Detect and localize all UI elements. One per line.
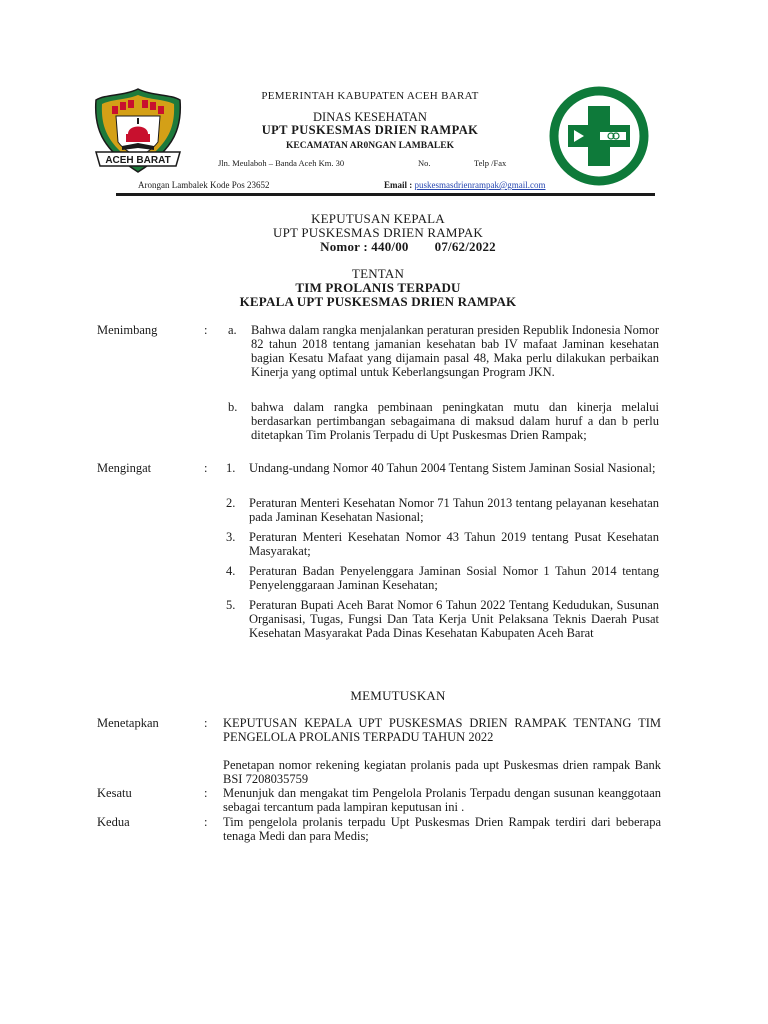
decree-subject-heading: TENTAN: [351, 266, 405, 281]
decree-number: [24, 239, 768, 255]
menetapkan-account-text: Penetapan nomor rekening kegiatan prolanis pada upt Puskesmas drien rampak Bank BSI 7208035759: [223, 758, 661, 786]
list-item-text: Peraturan Menteri Kesehatan Nomor 43 Tahun 2019 tentang Pusat Kesehatan Masyarakat;: [249, 530, 659, 558]
letterhead-postal-code: Arongan Lambalek Kode Pos 23652: [138, 180, 270, 190]
section-colon: :: [204, 815, 208, 829]
decree-number-right: 07/62/2022: [434, 239, 496, 254]
letterhead-district: KECAMATAN AR0NGAN LAMBALEK: [285, 141, 454, 151]
section-label-mengingat: Mengingat: [97, 461, 152, 475]
decree-subject-line-1: TIM PROLANIS TERPADU: [295, 280, 461, 295]
letterhead-email-row: [384, 180, 546, 190]
letterhead-institution: UPT PUSKESMAS DRIEN RAMPAK: [261, 123, 479, 137]
menetapkan-decree-title: KEPUTUSAN KEPALA UPT PUSKESMAS DRIEN RAMPAK TENTANG TIM PENGELOLA PROLANIS TERPADU TAHUN 2022: [223, 716, 661, 744]
decision-heading: MEMUTUSKAN: [350, 688, 446, 703]
section-colon: :: [204, 716, 208, 730]
letterhead-number-label: No.: [418, 158, 431, 168]
emblem-banner-text: ACEH BARAT: [105, 155, 171, 166]
list-item-text: Undang-undang Nomor 40 Tahun 2004 Tentang Sistem Jaminan Sosial Nasional;: [249, 461, 656, 475]
letterhead-government: PEMERINTAH KABUPATEN ACEH BARAT: [261, 90, 479, 102]
list-item-text: Peraturan Badan Penyelenggara Jaminan Sosial Nomor 1 Tahun 2014 tentang Penyelenggaraan Jaminan Kesehatan;: [249, 564, 659, 592]
kedua-text: Tim pengelola prolanis terpadu Upt Puskesmas Drien Rampak terdiri dari beberapa tenaga Medi dan para Medis;: [223, 815, 661, 843]
kesatu-text: Menunjuk dan mengakat tim Pengelola Prolanis Terpadu dengan susunan keanggotaan sebagai tercantum pada lampiran keputusan ini .: [223, 786, 661, 814]
section-colon: :: [204, 461, 208, 475]
list-item-text: Peraturan Menteri Kesehatan Nomor 71 Tahun 2013 tentang pelayanan kesehatan pada Jaminan Kesehatan Nasional;: [249, 496, 659, 524]
decree-title: KEPUTUSAN KEPALA: [311, 211, 445, 226]
list-item-text: Peraturan Bupati Aceh Barat Nomor 6 Tahun 2022 Tentang Kedudukan, Susunan Organisasi, Tugas, Fungsi Dan Tata Kerja Unit Pelaksana Teknis Daerah Pusat Kesehatan Masyarakat Pada Dinas Kesehatan Kabupaten Aceh Barat: [249, 598, 659, 640]
letterhead-divider: [116, 193, 655, 196]
list-item-text: Bahwa dalam rangka menjalankan peraturan presiden Republik Indonesia Nomor 82 tahun 2018 tentang jamanian kesehatan bab IV mafaat Jaminan kesehatan bagian Kesatu Mafaat yang dijamain pasal 48, Maka perlu dilakukan perbaikan Kinerja yang optimal untuk Keberlangsungan Program JKN.: [251, 323, 659, 379]
letterhead-address: Jln. Meulaboh – Banda Aceh Km. 30: [218, 158, 345, 168]
list-marker: 5.: [226, 598, 236, 612]
list-marker: a.: [228, 323, 237, 337]
letterhead-department: DINAS KESEHATAN: [313, 110, 427, 124]
decree-institution: UPT PUSKESMAS DRIEN RAMPAK: [272, 225, 483, 240]
decree-number-left: Nomor : 440/00: [320, 239, 409, 254]
section-label-menetapkan: Menetapkan: [97, 716, 159, 730]
section-colon: :: [204, 323, 208, 337]
list-item-text: bahwa dalam rangka pembinaan peningkatan mutu dan kinerja melalui berdasarkan pertimbangan sebagaimana di maksud dalam huruf a dan b perlu ditetapkan Tim Prolanis Terpadu di Upt Puskesmas Drien Rampak;: [251, 400, 659, 442]
section-label-menimbang: Menimbang: [97, 323, 158, 337]
list-marker: 4.: [226, 564, 236, 578]
list-marker: 3.: [226, 530, 236, 544]
letterhead-phone-label: Telp /Fax: [474, 158, 507, 168]
section-label-kesatu: Kesatu: [97, 786, 132, 800]
letterhead-email-link[interactable]: puskesmasdrienrampak@gmail.com: [414, 180, 546, 190]
list-marker: b.: [228, 400, 238, 414]
section-label-kedua: Kedua: [97, 815, 130, 829]
list-marker: 2.: [226, 496, 236, 510]
section-colon: :: [204, 786, 208, 800]
decree-subject-line-2: KEPALA UPT PUSKESMAS DRIEN RAMPAK: [239, 294, 517, 309]
letterhead-email-label: Email :: [384, 180, 413, 190]
list-marker: 1.: [226, 461, 236, 475]
